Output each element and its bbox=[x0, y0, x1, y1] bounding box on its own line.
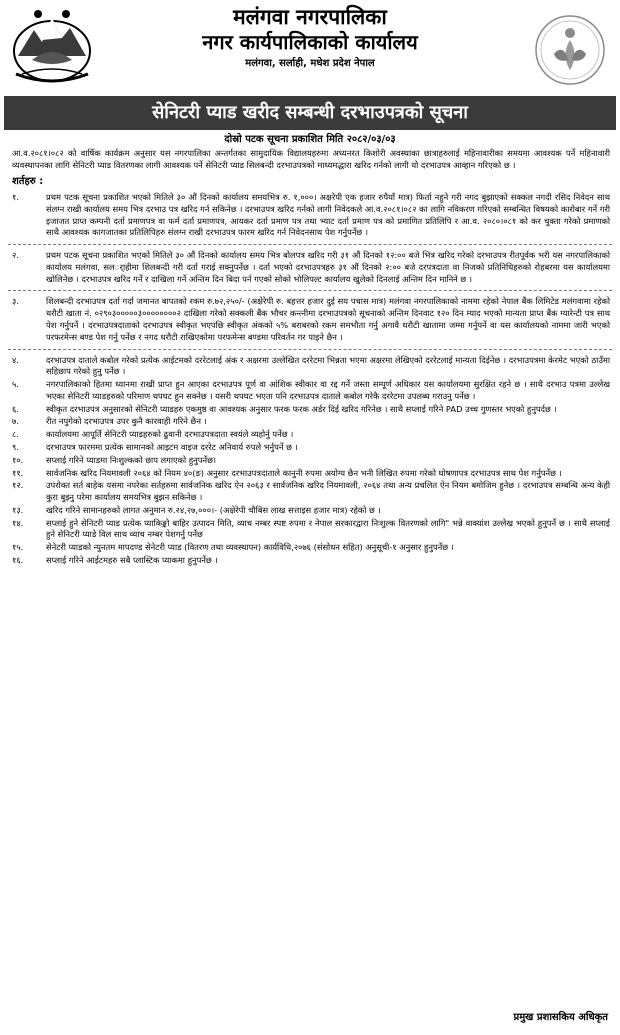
condition-number: ६. bbox=[12, 403, 19, 414]
condition-item bbox=[0, 415, 620, 428]
condition-number: ३. bbox=[12, 296, 19, 307]
condition-item bbox=[0, 504, 620, 517]
condition-number: ११. bbox=[12, 467, 24, 478]
divider bbox=[8, 349, 612, 350]
condition-item bbox=[0, 403, 620, 416]
condition-number: ५. bbox=[12, 379, 19, 390]
condition-text: प्रथम पटक सूचना प्रकाशित भएको मितिले ३० औं दिनको कार्यालय समयभित्र रु. १,०००। अक्षरेपी एक हजार रुपैयाँ मात्र) फिर्ता नहुने गरी नगद बुझाएको सक्कल नगदी रसिद निवेदन साथ संलग्न राखी कार्यालय समय भित्र दरभाउ पत्र खरिद गर्न सकिनेछ । दरभाउपत्र खरिद गर्नको लागी निवेदकले आ.व.२०८१।०८२ का लागि नविकरण गरिएको सम्बन्धित विषयको कारोबार गर्ने गरी इजाजत प्राप्त कम्पनी दर्ता प्रमाणपत्र वा फर्म दर्ता प्रमाणपत्र, आयकर दर्ता प्रमाण पत्र तथा भ्याट दर्ता प्रमाण पत्र को प्रमाणित प्रतिलिपि र आ.व. २०८०।०८१ को कर चुक्ता गरेको प्रमाणको साथै आवश्यक कागजातका प्रतिलिपिहरु संलग्न राखी दरभाउपत्र फारम खरिद गर्न निवेदनसाथ पेश गर्नुपर्नेछ । bbox=[46, 191, 610, 238]
condition-item bbox=[0, 554, 620, 567]
condition-number: ७. bbox=[12, 416, 19, 427]
header bbox=[0, 0, 620, 96]
condition-item bbox=[0, 249, 620, 285]
condition-item bbox=[0, 428, 620, 441]
condition-text: उपरोक्त सर्त बाहेक यसमा नपरेका सर्तहरुमा सार्वजनिक खरिद ऐन २०६३ र सार्वजनिक खरिद नियमावली, २०६४ तथा अन्य प्रचलित ऐन नियम बमोजिम हुनेछ । दरभाउपत्र सम्बन्धि अन्य केही कुरा बुझ्नु परेमा कार्यालय समयभित्र बुझन सकिनेछ । bbox=[46, 480, 610, 503]
intro-paragraph: आ.व.२०८१।०८२ को वार्षिक कार्यक्रम अनुसार यस नगरपालिका अन्तर्गतका सामुदायिक विद्यालयहरुमा अध्यनरत किशोरी अवस्थाका छात्राहरुलाई महिनावारीका समयमा आवश्यक पर्ने महिनावारी व्यवस्थापनका लागि सेनिटरी प्याड वितरणका लागी आवश्यक पर्ने सेनिटरी प्याड सिलबन्दी दरभाउपत्रको माध्यमद्धारा खरिद गर्नको लागी यो दरभाउपत्र आव्हान गरिएको छ । bbox=[12, 148, 610, 170]
condition-number: ८. bbox=[12, 429, 19, 440]
condition-item bbox=[0, 541, 620, 554]
condition-item bbox=[0, 454, 620, 467]
condition-number: १०. bbox=[12, 454, 24, 465]
signatory: प्रमुख प्रशासकिय अधिकृत bbox=[513, 1011, 608, 1023]
condition-text: शिलबन्दी दरभाउपत्र दर्ता गर्दा जमानत बापतको रकम रु.७२,२५०/- (अक्षेरेपी रु. बहत्तर हजार दुई सय पचास मात्र) मलंगवा नगरपालिकाको नाममा रहेको नेपाल बैंक लिमिटेड मलंगवामा रहेको धरौटी खाता नं. ०२९०३०००००३००००००००२ दाखिला गरेको सक्कली बैंक भौचर कन्त्नीमा दरभाउपत्रको सूचनाको अन्तिम दिनवाट १२० दिन म्याद भएको मान्यता प्राप्त बैंक ग्यारेन्टी पत्र साथ पेश गर्नुपर्ने । दरभाउपत्रदाताको दरभाउपत्र स्वीकृत भएपछि स्वीकृत अंकको ५% बराबरको रकम समभौता गर्नु अगावै धरौटी खातामा जम्मा गर्नुपर्ने वा यस कार्यालयको नाममा जारी भएको परफरमेन्स बण्ड पेश गर्नु पर्नेछ र नगद धरौटी राखिएकोमा परफमेन्स बण्डमा परिवर्तन गर पाइने छैन । bbox=[46, 296, 610, 342]
condition-number: ९. bbox=[12, 442, 19, 452]
condition-number: १३. bbox=[12, 504, 24, 515]
address: मलंगवा, सर्लाही, मधेश प्रदेश नेपाल bbox=[245, 58, 375, 70]
condition-item bbox=[0, 191, 620, 239]
condition-text: प्रथम पटक सूचना प्रकाशित भएको मितिले ३० औं दिनको कार्यालय समय भित्र बोलपत्र खरिद गरी ३१ औं दिनको १२:०० बजे भित्र खरिद गरेको दरभाउपत्र रीतपूर्वक भरी यस नगरपालिकाको कार्यालय मलंगवा, सलर्ाहीमा शिलबन्दी गरी दर्ता गराई सक्नुपर्नेछ । दर्ता भएको दरभाउपत्रहरु ३१ औं दिनको २:०० बजे दरपत्रदाता वा निजको प्रतिनिधिहरुको रोहबरमा यस कार्यालयमा खोलिनेछ । दरभाउपत्र खरिद गर्ने र दाखिला गर्ने अन्तिम दिन बिदा पर्न गएको सोको भोलिपल्ट कार्यालय खुलेको दिनलाई अन्तिम दिन मानिने छ । bbox=[46, 250, 610, 284]
condition-text: सप्लाई गरिने प्याडमा निःशुल्कको छाप लगाएको हुनुपर्नेछ। bbox=[46, 454, 217, 465]
condition-number: २. bbox=[12, 250, 19, 261]
publish-date: दोस्रो पटक सूचना प्रकाशित मिति २०८२/०३/०३ bbox=[224, 134, 396, 145]
health-logo-icon bbox=[530, 10, 610, 90]
condition-text: रीत नपुगेको दरभाउपत्र उपर कुनै कारवाही गरिने छैन । bbox=[46, 416, 207, 427]
condition-item bbox=[0, 378, 620, 403]
divider bbox=[8, 244, 612, 245]
condition-text: स्वीकृत दरभाउपत्र अनुसारको सेनिटरी प्याडहरु एकमुष्ठ वा आवश्यक अनुसार फरक फरक अर्डर दिई खरिद गरिनेछ । साथै सप्लाई गरिने PAD उच्च गुणस्तर भएको हुनुपर्दछ । bbox=[46, 403, 557, 414]
condition-text: सार्वजनिक खरिद नियमावली २०६४ को नियम ४०(ङ) अनुसार दरभाउपत्रदाताले कानुनी रुपमा अयोग्य छैन भनी लिखित रुपमा गरेको घोषणापत्र दरभाउपत्र साथ पेश गर्नुपर्नेछ । bbox=[46, 467, 562, 478]
condition-item bbox=[0, 467, 620, 480]
nepal-emblem-icon bbox=[8, 4, 96, 86]
condition-number: १५. bbox=[12, 542, 24, 553]
condition-text: दरभाउपत्र फारममा प्रत्येक सामानको आइटम वाइज दररेट अनिवार्य रुपले भर्नुपर्ने छ । bbox=[46, 442, 298, 452]
condition-number: १६. bbox=[12, 555, 24, 566]
condition-number: १४. bbox=[12, 517, 24, 528]
condition-item bbox=[0, 441, 620, 454]
condition-text: सप्लाई गरिने आईटमहरु सबै प्लास्टिक प्याकमा हुनुपर्नेछ । bbox=[46, 555, 218, 566]
office-name: नगर कार्यपालिकाको कार्यालय bbox=[202, 30, 418, 55]
condition-number: १. bbox=[12, 191, 19, 202]
condition-item bbox=[0, 354, 620, 379]
divider bbox=[8, 290, 612, 291]
condition-text: नगरपालिकाको हितमा ध्यानमा राखी प्राप्त हुन आएका दरभाउपत्र पूर्ण वा आंशिक स्वीकार वा रद्द गर्ने जस्ता सम्पूर्ण अधिकार यस कार्यालयमा सुरक्षित रहने छ । साथै दरभाउ पत्रमा उल्लेख भएका सेनिटरी प्याडहरुको परिमाण थपघट हुन सक्नेछ । यसरी थपघट भएता पनि दरभाउपत्र दाताले कबोल गरेकै दररेटमा उपलब्ध गराउनु पर्नेछ । bbox=[46, 379, 610, 401]
condition-number: ४. bbox=[12, 354, 19, 365]
condition-item bbox=[0, 295, 620, 343]
condition-item bbox=[0, 517, 620, 542]
condition-text: कार्यालयमा आपूर्ति सेनिटरी प्याडहरुको ढुवानी दरभाउपत्रदाता स्वयंले व्यहोर्नु पर्नेछ । bbox=[46, 429, 294, 440]
condition-text: सप्लाई हुने सेनिटरी प्याड प्रत्येक प्याकिङ्को बाहिर उत्पादन मिति, व्याच नम्बर स्पष्ट रुपमा र नेपाल सरकारद्वारा निःशुल्क वितरणको लागि" भन्ने वाक्यांश उल्लेख भएको हुनुपर्ने छ । साथै सप्लाई हुने सेनिटरी प्याडे विल साथ व्याच नम्बर पेशगर्नु पर्नेछ bbox=[46, 517, 610, 540]
condition-text: खरिद गरिने सामानहरुको लागत अनुमान रु.२४,२७,०००।- (अक्षेरेपी चौबिस लाख सत्ताइस हजार मात्र) रहेको छ । bbox=[46, 504, 381, 515]
notice-title-banner: सेनिटरी प्याड खरीद सम्बन्धी दरभाउपत्रको सूचना bbox=[4, 96, 616, 130]
municipality-name: मलंगवा नगरपालिका bbox=[233, 5, 387, 29]
conditions-heading: शर्तहरु : bbox=[12, 175, 44, 187]
condition-text: दरभाउपत्र दाताले कबोल गरेको प्रत्येक आईटमको दररेटलाई अंक र अक्षरमा उल्लेखित दररेटमा भिन्नता भएमा अक्षरमा लेखिएको दररेटलाई मान्यता दिईनेछ । दरभाउपत्रमा केरमेट भएको ठाउँमा सहिछाप गरेको हुनु पर्नेछ । bbox=[46, 354, 610, 377]
condition-text: सेनेटरी प्याडको न्युनतम मापदण्ड सेनेटरी प्याड (वितरण तथा व्यवस्थापन) कार्यविधि,२०७६ (संसोधन सहित) अनुसूची-१ अनुसार हुनुपर्नेछ । bbox=[46, 542, 454, 553]
condition-item bbox=[0, 479, 620, 504]
condition-number: १२. bbox=[12, 480, 24, 491]
